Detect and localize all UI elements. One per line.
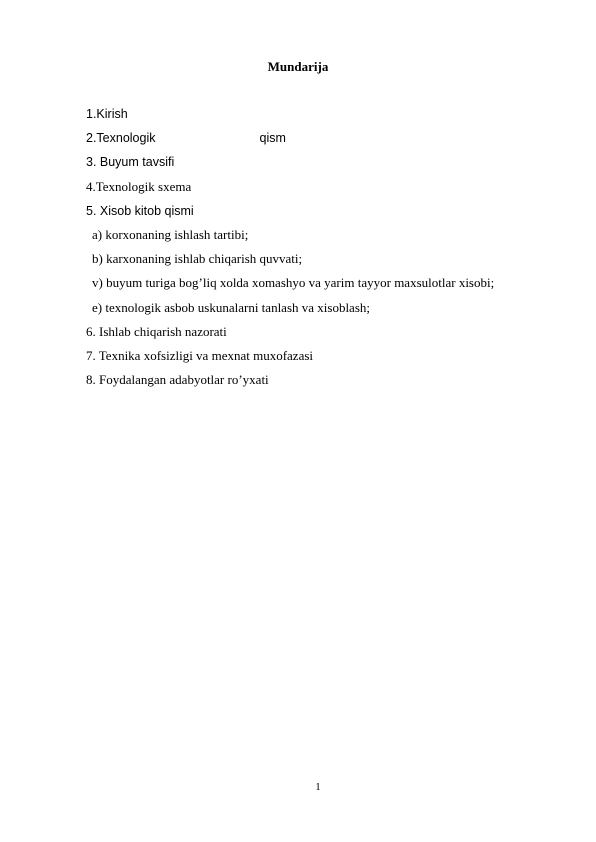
page-title: Mundarija bbox=[267, 59, 329, 74]
toc-item-label: 2.Texnologik bbox=[86, 131, 156, 146]
toc-item-product-description: 3. Buyum tavsifi bbox=[86, 155, 175, 170]
toc-item-references: 8. Foydalangan adabyotlar ro’yxati bbox=[86, 372, 269, 388]
toc-item-safety: 7. Texnika xofsizligi va mexnat muxofazasi bbox=[86, 347, 314, 363]
toc-item-technological-part bbox=[86, 126, 556, 150]
toc-item-production-control: 6. Ishlab chiqarish nazorati bbox=[86, 323, 227, 339]
toc-subitem-v: v) buyum turiga bog’liq xolda xomashyo va yarim tayyor maxsulotlar xisobi; bbox=[92, 275, 495, 291]
toc-subitem-a: a) korxonaning ishlash tartibi; bbox=[92, 226, 249, 242]
toc-item-suffix: qism bbox=[259, 131, 286, 146]
toc-subitem-e: e) texnologik asbob uskunalarni tanlash va xisoblash; bbox=[92, 299, 371, 315]
toc-item-calculation-part: 5. Xisob kitob qismi bbox=[86, 203, 194, 218]
toc-item-introduction: 1.Kirish bbox=[86, 107, 128, 121]
table-of-contents bbox=[86, 102, 556, 392]
page-number: 1 bbox=[315, 781, 321, 793]
toc-item-technological-scheme: 4.Texnologik sxema bbox=[86, 178, 192, 194]
toc-subitem-b: b) karxonaning ishlab chiqarish quvvati; bbox=[92, 251, 303, 267]
